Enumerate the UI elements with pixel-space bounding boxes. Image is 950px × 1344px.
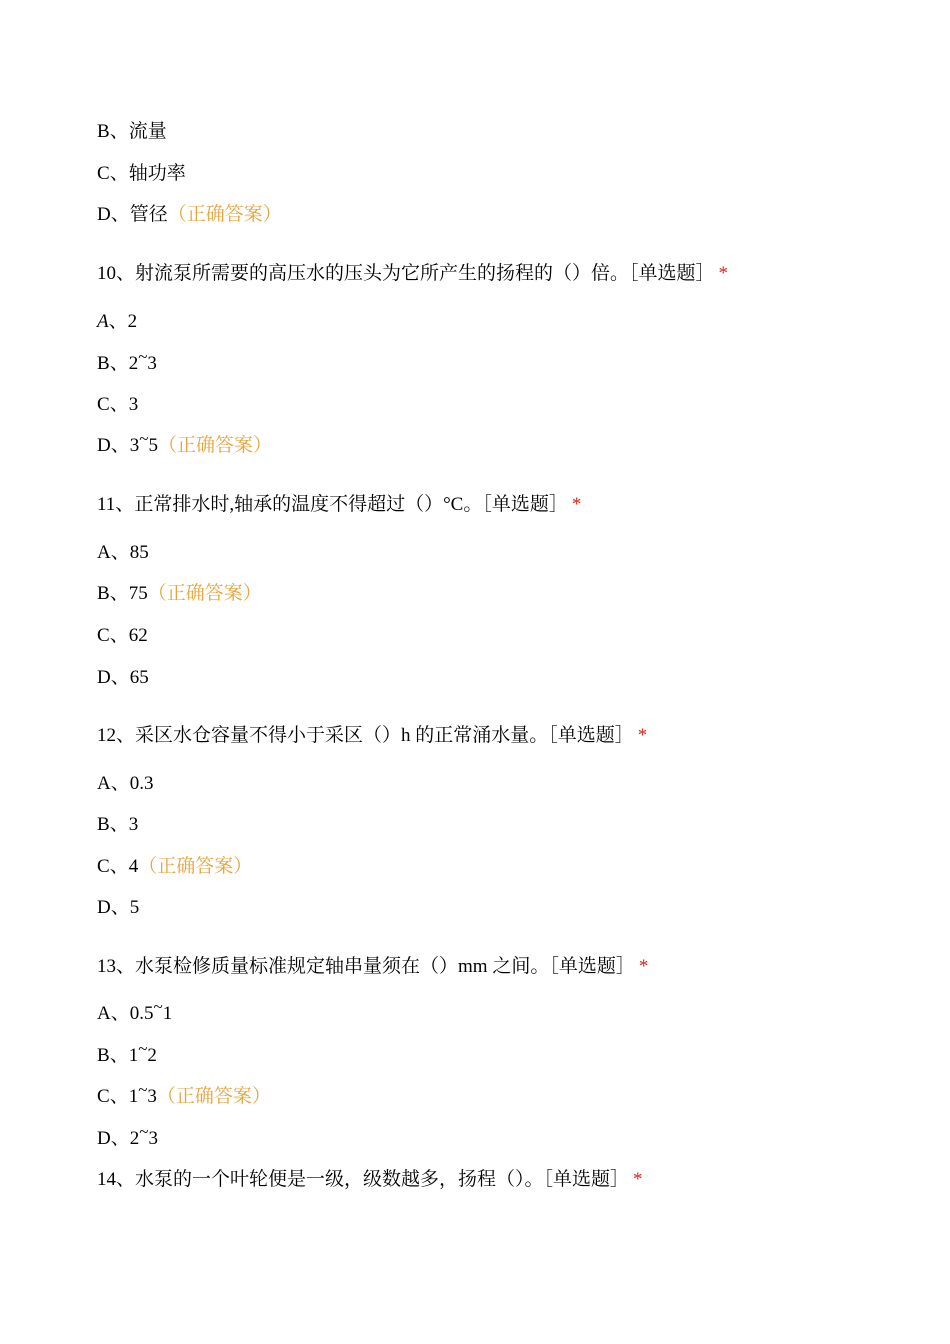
option-item: D、5 — [97, 897, 140, 918]
correct-answer-tag: （正确答案） — [167, 204, 282, 225]
option-letter: B — [97, 583, 110, 604]
question-number: 11 — [97, 494, 116, 515]
option-item: D、65 — [97, 667, 149, 688]
option-text: 85 — [129, 542, 149, 563]
question-title: 11、正常排水时,轴承的温度不得超过（）°C。［单选题］ * — [97, 494, 582, 515]
option-letter: C — [97, 1086, 110, 1107]
option-letter: B — [97, 814, 110, 835]
option-text: 2~3 — [128, 347, 157, 374]
option-item: D、3~5（正确答案） — [97, 429, 272, 456]
option-letter: D — [97, 667, 111, 688]
question-text: 水泵检修质量标准规定轴串量须在（）mm 之间。 — [135, 956, 550, 977]
option-letter: A — [97, 1003, 111, 1024]
question-type: ［单选题］ — [629, 263, 715, 284]
option-letter: A — [97, 773, 111, 794]
correct-answer-tag: （正确答案） — [156, 1086, 271, 1107]
question-type: ［单选题］ — [482, 494, 568, 515]
correct-answer-tag: （正确答案） — [157, 435, 272, 456]
question-title: 10、射流泵所需要的高压水的压头为它所产生的扬程的（）倍。［单选题］ * — [97, 263, 729, 284]
option-item: B、3 — [97, 814, 139, 835]
option-letter: C — [97, 856, 110, 877]
option-item: B、75（正确答案） — [97, 583, 262, 604]
option-text: 65 — [129, 667, 149, 688]
option-text: 5 — [129, 897, 140, 918]
option-letter: D — [97, 435, 111, 456]
option-letter: D — [97, 204, 111, 225]
option-letter: B — [97, 353, 110, 374]
required-marker: * — [633, 1169, 643, 1190]
question-text: 采区水仓容量不得小于采区（）h 的正常涌水量。 — [135, 725, 549, 746]
option-item: C、62 — [97, 625, 148, 646]
option-item: A、0.3 — [97, 773, 154, 794]
question-number: 12 — [97, 725, 116, 746]
option-text: 管径 — [129, 204, 168, 225]
option-item: C、1~3（正确答案） — [97, 1080, 271, 1107]
question-type: ［单选题］ — [548, 725, 634, 746]
option-letter: C — [97, 625, 110, 646]
option-text: 2 — [127, 311, 138, 332]
option-item: C、轴功率 — [97, 163, 186, 184]
option-text: 3 — [128, 814, 139, 835]
option-item: D、管径（正确答案） — [97, 204, 282, 225]
option-text: 3~5 — [129, 429, 158, 456]
option-item: C、3 — [97, 394, 139, 415]
correct-answer-tag: （正确答案） — [147, 583, 262, 604]
question-title: 12、采区水仓容量不得小于采区（）h 的正常涌水量。［单选题］ * — [97, 725, 648, 746]
question-text: 正常排水时,轴承的温度不得超过（）°C。 — [134, 494, 483, 515]
option-letter: A — [97, 542, 111, 563]
correct-answer-tag: （正确答案） — [138, 856, 253, 877]
question-type: ［单选题］ — [543, 1169, 630, 1190]
option-item: B、流量 — [97, 121, 167, 142]
required-marker: * — [638, 956, 649, 977]
option-text: 0.3 — [129, 773, 154, 794]
question-title: 14、水泵的一个叶轮便是一级，级数越多，扬程（）。［单选题］ * — [97, 1169, 643, 1190]
option-text: 3 — [128, 394, 139, 415]
required-marker: * — [571, 494, 582, 515]
question-number: 10 — [97, 263, 116, 284]
option-letter: B — [97, 121, 110, 142]
required-marker: * — [718, 263, 729, 284]
option-item: A、85 — [97, 542, 149, 563]
option-text: 4 — [128, 856, 139, 877]
option-text: 75 — [128, 583, 148, 604]
option-text: 1~2 — [128, 1039, 157, 1066]
option-item: D、2~3 — [97, 1122, 158, 1149]
question-number: 13 — [97, 956, 116, 977]
question-type: ［单选题］ — [549, 956, 635, 977]
question-text: 水泵的一个叶轮便是一级，级数越多，扬程（）。 — [135, 1169, 544, 1190]
option-item: A、0.5~1 — [97, 997, 173, 1024]
option-item: C、4（正确答案） — [97, 856, 253, 877]
option-letter: A — [97, 311, 109, 332]
option-item: A、2 — [97, 311, 138, 332]
option-letter: B — [97, 1045, 110, 1066]
option-letter: C — [97, 394, 110, 415]
option-text: 1~3 — [128, 1080, 157, 1107]
option-letter: D — [97, 897, 111, 918]
question-title: 13、水泵检修质量标准规定轴串量须在（）mm 之间。［单选题］ * — [97, 956, 649, 977]
option-letter: D — [97, 1128, 111, 1149]
option-text: 0.5~1 — [129, 997, 173, 1024]
question-number: 14 — [97, 1169, 116, 1190]
option-text: 62 — [128, 625, 148, 646]
option-item: B、1~2 — [97, 1039, 157, 1066]
option-item: B、2~3 — [97, 347, 157, 374]
option-text: 2~3 — [129, 1122, 158, 1149]
option-text: 轴功率 — [128, 163, 186, 184]
required-marker: * — [637, 725, 648, 746]
option-letter: C — [97, 163, 110, 184]
option-text: 流量 — [128, 121, 167, 142]
question-text: 射流泵所需要的高压水的压头为它所产生的扬程的（）倍。 — [135, 263, 630, 284]
